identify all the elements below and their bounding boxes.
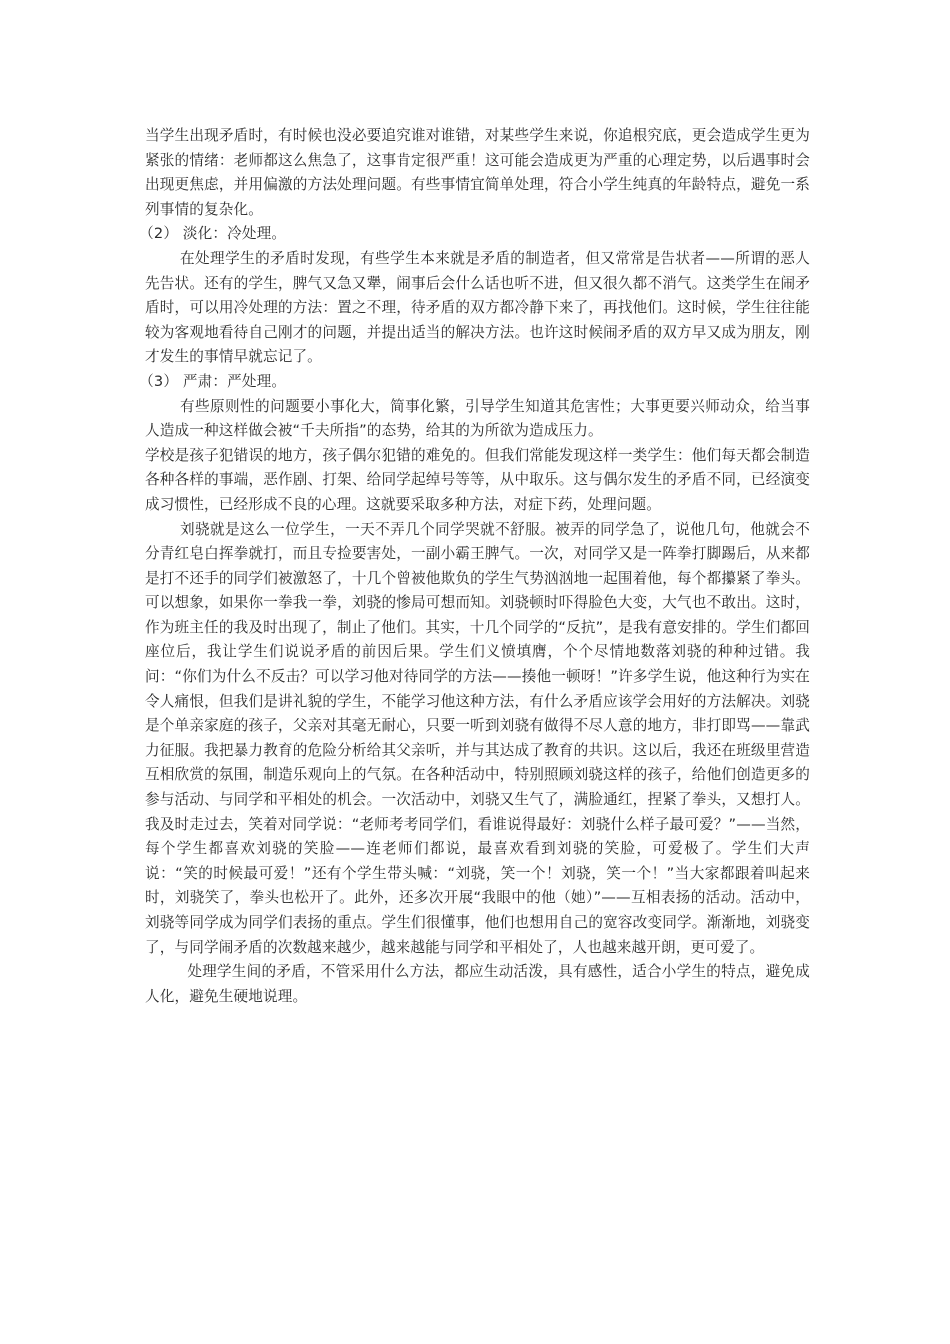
paragraph-simple-handling: 当学生出现矛盾时，有时候也没必要追究谁对谁错，对某些学生来说，你追根究底，更会造成学生更为紧张的情绪：老师都这么焦急了，这事肯定很严重！这可能会造成更为严重的心理定势，以后遇事时会出现更焦虑，并用偏激的方法处理问题。有些事情宜简单处理，符合小学生纯真的年龄特点，避免一系列事情的复杂化。: [145, 127, 810, 218]
section-heading-cold-handling: （2） 淡化：冷处理。: [139, 225, 287, 243]
paragraph-strict-handling: 有些原则性的问题要小事化大，简事化繁，引导学生知道其危害性；大事更要兴师动众，给当事人造成一种这样做会被“千夫所指”的态势，给其的为所欲为造成压力。: [145, 397, 810, 440]
paragraph-habitual-conflict: 学校是孩子犯错误的地方，孩子偶尔犯错的难免的。但我们常能发现这样一类学生：他们每天都会制造各种各样的事端，恶作剧、打架、给同学起绰号等等，从中取乐。这与偶尔发生的矛盾不同，已经演变成习惯性，已经形成不良的心理。这就要采取多种方法，对症下药，处理问题。: [145, 446, 810, 513]
paragraph-conclusion: 处理学生间的矛盾，不管采用什么方法，都应生动活泼，具有感性，适合小学生的特点，避免成人化，避免生硬地说理。: [145, 963, 810, 1005]
paragraph-liu-xiao-story: 刘骁就是这么一位学生，一天不弄几个同学哭就不舒服。被弄的同学急了，说他几句，他就会不分青红皂白挥拳就打，而且专捡要害处，一副小霸王脾气。一次，对同学又是一阵拳打脚踢后，从来都是打不还手的同学们被激怒了，十几个曾被他欺负的学生气势汹汹地一起围着他，每个都攥紧了拳头。可以想象，如果你一拳我一拳，刘骁的惨局可想而知。刘骁顿时吓得脸色大变，大气也不敢出。这时，作为班主任的我及时出现了，制止了他们。其实，十几个同学的“反抗”，是我有意安排的。学生们都回座位后，我让学生们说说矛盾的前因后果。学生们义愤填膺，个个尽情地数落刘骁的种种过错。我问：“你们为什么不反击？可以学习他对待同学的方法——揍他一顿呀！”许多学生说，他这种行为实在令人痛恨，但我们是讲礼貌的学生，不能学习他这种方法，有什么矛盾应该学会用好的方法解决。刘骁是个单亲家庭的孩子，父亲对其毫无耐心，只要一听到刘骁有做得不尽人意的地方，非打即骂——靠武力征服。我把暴力教育的危险分析给其父亲听，并与其达成了教育的共识。这以后，我还在班级里营造互相欣赏的氛围，制造乐观向上的气氛。在各种活动中，特别照顾刘骁这样的孩子，给他们创造更多的参与活动、与同学和平相处的机会。一次活动中，刘骁又生气了，满脸通红，捏紧了拳头，又想打人。我及时走过去，笑着对同学说：“老师考考同学们，看谁说得最好：刘骁什么样子最可爱？”——当然，每个学生都喜欢刘骁的笑脸——连老师们都说，最喜欢看到刘骁的笑脸，可爱极了。学生们大声说：“笑的时候最可爱！”还有个学生带头喊：“刘骁，笑一个！刘骁，笑一个！”当大家都跟着叫起来时，刘骁笑了，拳头也松开了。此外，还多次开展“我眼中的他（她）”——互相表扬的活动。活动中，刘骁等同学成为同学们表扬的重点。学生们很懂事，他们也想用自己的宽容改变同学。渐渐地，刘骁变了，与同学闹矛盾的次数越来越少，越来越能与同学和平相处了，人也越来越开朗，更可爱了。: [145, 520, 810, 956]
document-body: [139, 124, 810, 1009]
section-heading-strict-handling: （3） 严肃：严处理。: [139, 372, 287, 390]
paragraph-cold-handling: 在处理学生的矛盾时发现，有些学生本来就是矛盾的制造者，但又常常是告状者——所谓的恶人先告状。还有的学生，脾气又急又犟，闹事后会什么话也听不进，但又很久都不消气。这类学生在闹矛盾时，可以用冷处理的方法：置之不理，待矛盾的双方都冷静下来了，再找他们。这时候，学生往往能较为客观地看待自己刚才的问题，并提出适当的解决方法。也许这时候闹矛盾的双方早又成为朋友，刚才发生的事情早就忘记了。: [145, 249, 810, 366]
